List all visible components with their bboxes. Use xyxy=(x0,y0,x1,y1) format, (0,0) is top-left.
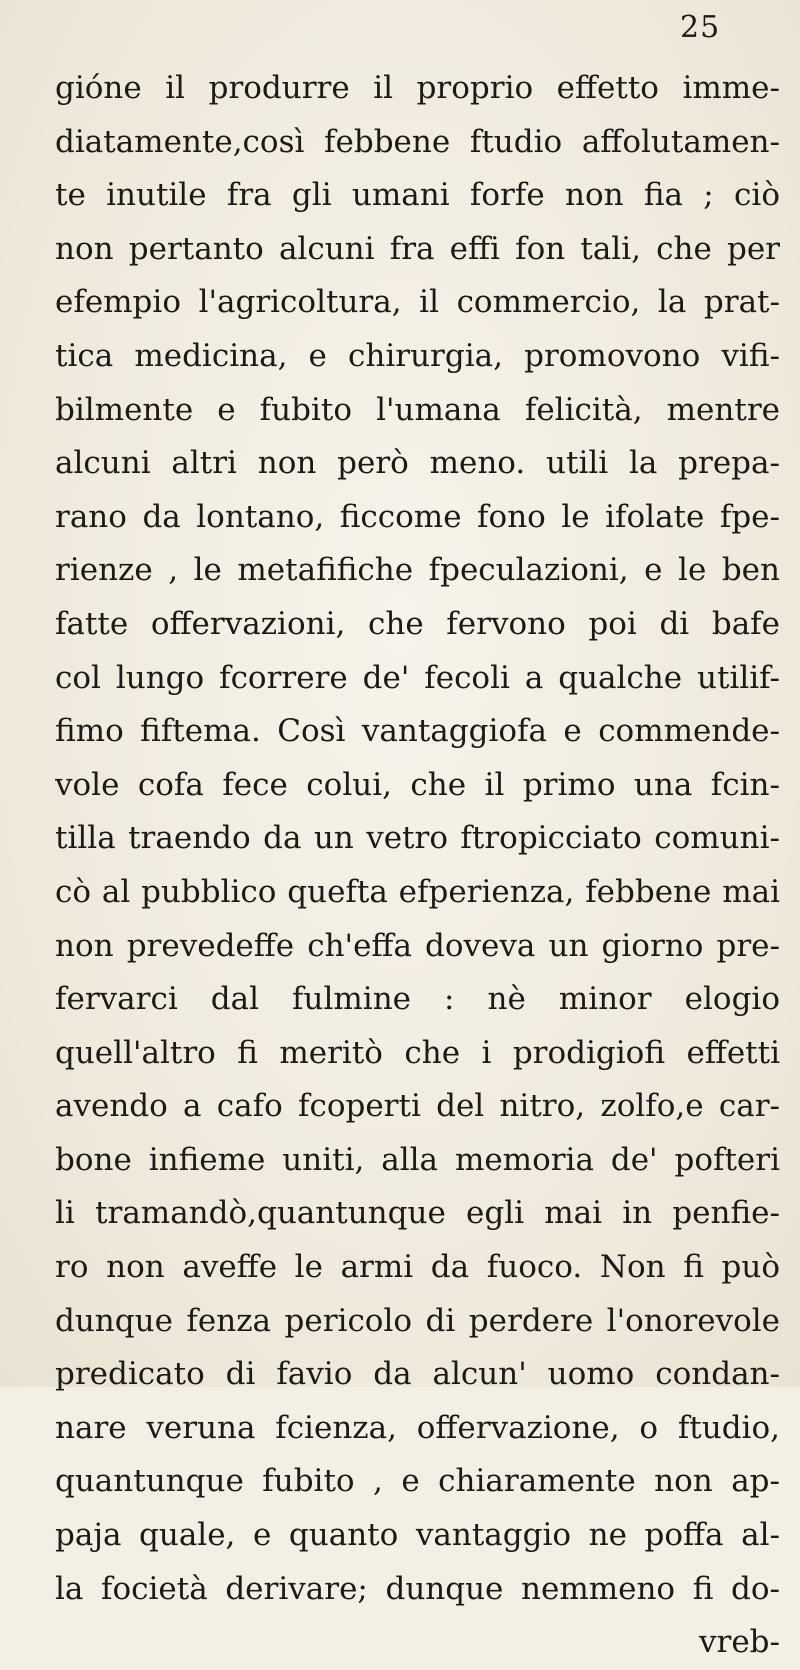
text-line: tica medicina, e chirurgia, promovono vifi- xyxy=(55,337,780,374)
text-line: bilmente e fubito l'umana felicità, mentre xyxy=(55,391,780,428)
text-line: gióne il produrre il proprio effetto imme- xyxy=(55,70,780,106)
text-line: rano da lontano, ficcome fono le ifolate fpe- xyxy=(55,498,780,535)
text-line: rienze , le metafifiche fpeculazioni, e le ben xyxy=(55,552,780,589)
text-line: avendo a cafo fcoperti del nitro, zolfo,e car- xyxy=(55,1088,780,1125)
text-line: la focietà derivare; dunque nemmeno fi do- xyxy=(55,1570,780,1607)
text-line: li tramandò,quantunque egli mai in penfie- xyxy=(55,1195,780,1232)
text-line: te inutile fra gli umani forfe non fia ; ciò xyxy=(55,177,780,214)
text-line: tilla traendo da un vetro ftropicciato comuni- xyxy=(55,820,780,857)
text-line: paja quale, e quanto vantaggio ne poffa al- xyxy=(55,1517,780,1554)
text-line: vole cofa fece colui, che il primo una fcin- xyxy=(55,766,780,803)
text-line: cò al pubblico quefta efperienza, febbene mai xyxy=(55,873,780,910)
body-text xyxy=(55,62,795,1670)
text-line: dunque fenza pericolo di perdere l'onorevole xyxy=(55,1302,780,1339)
catchword: vreb- xyxy=(699,1624,780,1661)
text-line: non pertanto alcuni fra effi fon tali, che per xyxy=(55,230,780,267)
text-line: ro non aveffe le armi da fuoco. Non fi può xyxy=(55,1249,780,1286)
text-line: quantunque fubito , e chiaramente non ap- xyxy=(55,1463,780,1500)
page-number: 25 xyxy=(680,10,721,45)
text-line: fimo fiftema. Così vantaggiofa e commende- xyxy=(55,713,780,750)
text-line: diatamente,così febbene ftudio affolutamen- xyxy=(55,123,780,160)
text-line: col lungo fcorrere de' fecoli a qualche utilif- xyxy=(55,659,780,696)
text-line: quell'altro fi meritò che i prodigiofi effetti xyxy=(55,1034,780,1071)
text-line: nare veruna fcienza, offervazione, o ftudio, xyxy=(55,1409,780,1446)
text-line: predicato di favio da alcun' uomo condan- xyxy=(55,1356,780,1393)
text-line: non prevedeffe ch'effa doveva un giorno pre- xyxy=(55,927,780,964)
text-line: bone infieme uniti, alla memoria de' pofteri xyxy=(55,1141,780,1178)
text-line: fervarci dal fulmine : nè minor elogio xyxy=(55,981,780,1018)
text-line: alcuni altri non però meno. utili la prepa- xyxy=(55,445,780,482)
text-line: fatte offervazioni, che fervono poi di bafe xyxy=(55,605,780,642)
text-line: efempio l'agricoltura, il commercio, la prat- xyxy=(55,284,780,321)
